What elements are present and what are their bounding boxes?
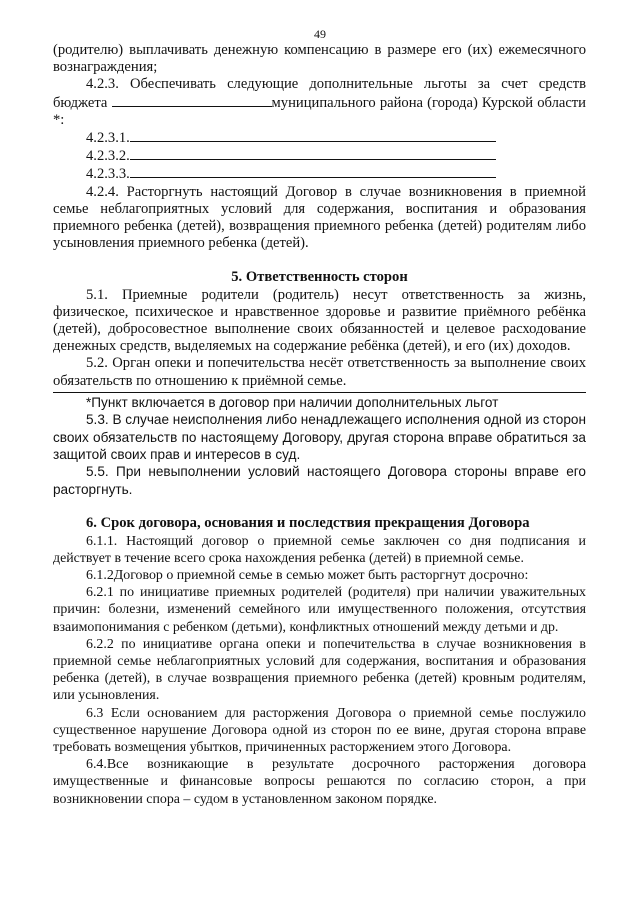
paragraph-6-3: 6.3 Если основанием для расторжения Договора о приемной семье послужило существенное нарушение Договора одной из сторон по ее вине, другая сторона вправе требовать возмещения убытков, причиненных расторжением этого Договора.: [53, 705, 586, 755]
paragraph-6-2-1: 6.2.1 по инициативе приемных родителей (родителя) при наличии уважительных причин: болезни, изменений семейного или имущественного положения, отсутствия взаимопонимания с ребенком (детьми), конфликтных отношений между детьми и др.: [53, 585, 586, 635]
document-body: [53, 42, 586, 808]
paragraph-5-2: 5.2. Орган опеки и попечительства несёт ответственность за выполнение своих обязательств по отношению к приёмной семье.: [53, 355, 586, 389]
item-4-2-3-3-label: 4.2.3.3.: [86, 166, 130, 183]
paragraph-4-2-3-end: муниципального района (города) Курской области *:: [53, 94, 586, 128]
item-4-2-3-1-label: 4.2.3.1.: [86, 130, 130, 147]
blank-line-4-2-3-1: [130, 129, 496, 142]
paragraph-4-2-3: [53, 76, 586, 129]
blank-line-4-2-3-2: [130, 147, 496, 160]
item-4-2-3-2-label: 4.2.3.2.: [86, 148, 130, 165]
section-6-heading: 6. Срок договора, основания и последствия прекращения Договора: [86, 515, 530, 532]
paragraph-5-3: 5.3. В случае неисполнения либо ненадлежащего исполнения одной из сторон своих обязательств по настоящему Договору, другая сторона вправе обратиться за защитой своих прав и интересов в суд.: [53, 412, 586, 463]
paragraph-6-1-2: 6.1.2Договор о приемной семье в семью может быть расторгнут досрочно:: [86, 567, 529, 583]
blank-line-4-2-3-3: [130, 165, 496, 178]
paragraph-compensation: (родителю) выплачивать денежную компенсацию в размере его (их) ежемесячного вознаграждения;: [53, 42, 586, 76]
item-4-2-3-3: [53, 165, 586, 183]
footnote-text: *Пункт включается в договор при наличии дополнительных льгот: [86, 394, 499, 410]
item-4-2-3-1: [53, 129, 586, 147]
section-5-heading: 5. Ответственность сторон: [231, 269, 408, 286]
paragraph-4-2-4: 4.2.4. Расторгнуть настоящий Договор в случае возникновения в приемной семье неблагоприятных условий для содержания, воспитания и образования приемного ребенка (детей), возвращения приемного ребенка (детей) родителям либо усыновления приемного ребенка (детей).: [53, 183, 586, 252]
paragraph-5-1: 5.1. Приемные родители (родитель) несут ответственность за жизнь, физическое, психическое и нравственное здоровье и развитие приёмного ребёнка (детей), добросовестное выполнение своих обязанностей и целевое расходование денежных средств, выделяемых на содержание ребёнка (детей), и его (их) доходов.: [53, 286, 586, 355]
budget-blank-line: [112, 94, 272, 107]
page-number: 49: [314, 27, 326, 41]
paragraph-6-4: 6.4.Все возникающие в результате досрочного расторжения договора имущественные и финансовые вопросы решаются по согласию сторон, а при возникновении спора – судом в установленном законом порядке.: [53, 757, 586, 807]
paragraph-6-1-1: 6.1.1. Настоящий договор о приемной семье заключен со дня подписания и действует в течение всего срока нахождения ребенка (детей) в приемной семье.: [53, 533, 586, 566]
paragraph-4-2-3-start: 4.2.3. Обеспечивать следующие дополнительные льготы за счет средств бюджета: [53, 76, 586, 111]
paragraph-6-2-2: 6.2.2 по инициативе органа опеки и попечительства в случае возникновения в приемной семье неблагоприятных условий для содержания, воспитания и образования ребенка (детей), в случае возвращения приемного ребенка (детей) кровным родителям, или усыновления.: [53, 636, 586, 704]
paragraph-5-5: 5.5. При невыполнении условий настоящего Договора стороны вправе его расторгнуть.: [53, 464, 586, 497]
item-4-2-3-2: [53, 147, 586, 165]
section-6: [53, 515, 586, 807]
footnote-separator: [53, 392, 586, 498]
